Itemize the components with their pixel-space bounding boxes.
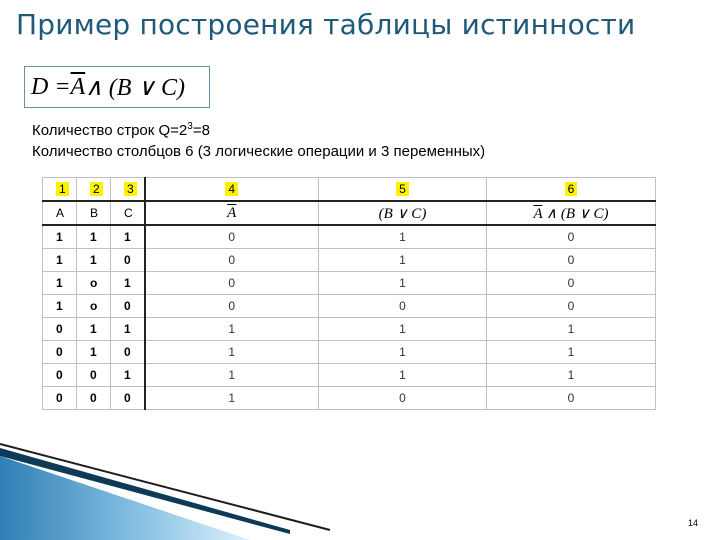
table-cell: 1	[111, 364, 145, 387]
table-cell: 0	[111, 341, 145, 364]
column-index-cell: 6	[487, 178, 656, 202]
column-index-cell: 1	[43, 178, 77, 202]
table-cell: 0	[43, 318, 77, 341]
table-cell: 0	[77, 387, 111, 410]
column-index-cell: 2	[77, 178, 111, 202]
table-cell: 1	[145, 387, 319, 410]
header-var-b: B	[77, 201, 111, 225]
blue-wedge-shape	[0, 456, 250, 540]
formula-lhs: D =	[31, 73, 71, 100]
table-cell: 1	[43, 295, 77, 318]
slide-title: Пример построения таблицы истинности	[16, 8, 636, 41]
table-cell: o	[77, 272, 111, 295]
table-cell: 1	[77, 341, 111, 364]
rows-count-exponent: 3	[187, 121, 193, 132]
table-cell: 0	[319, 387, 487, 410]
column-index-cell: 4	[145, 178, 319, 202]
table-cell: 0	[487, 387, 656, 410]
header-var-c: C	[111, 201, 145, 225]
table-cell: 0	[145, 295, 319, 318]
table-cell: 0	[487, 295, 656, 318]
table-cell: 1	[43, 272, 77, 295]
table-cell: 0	[145, 249, 319, 272]
table-cell: 1	[111, 272, 145, 295]
header-op-result: $\overline{A}$ ∧ (B ∨ C)	[487, 201, 656, 225]
table-cell: 0	[111, 249, 145, 272]
table-cell: 1	[319, 225, 487, 249]
rows-count-suffix: =8	[192, 122, 210, 139]
table-cell: 1	[319, 318, 487, 341]
table-cell: 1	[319, 364, 487, 387]
table-cell: 1	[77, 318, 111, 341]
page-number: 14	[687, 518, 698, 528]
formula-rest: ∧ (B ∨ C)	[85, 74, 185, 101]
table-cell: 1	[145, 318, 319, 341]
table-cell: 1	[43, 225, 77, 249]
table-cell: o	[77, 295, 111, 318]
table-cell: 1	[487, 318, 656, 341]
column-index-cell: 5	[319, 178, 487, 202]
table-cell: 0	[145, 272, 319, 295]
table-cell: 1	[319, 249, 487, 272]
formula-not-a: $\overline{A}$	[70, 73, 86, 100]
table-cell: 1	[43, 249, 77, 272]
table-cell: 0	[43, 341, 77, 364]
table-cell: 1	[111, 318, 145, 341]
column-index-cell: 3	[111, 178, 145, 202]
table-cell: 0	[319, 295, 487, 318]
table-cell: 0	[111, 387, 145, 410]
rows-count-prefix: Количество строк Q=2	[32, 122, 188, 139]
table-cell: 0	[487, 249, 656, 272]
table-cell: 1	[487, 364, 656, 387]
cols-count-line: Количество столбцов 6 (3 логические операции и 3 переменных)	[32, 143, 486, 160]
table-cell: 0	[111, 295, 145, 318]
table-cell: 0	[77, 364, 111, 387]
table-cell: 0	[487, 225, 656, 249]
table-cell: 0	[43, 364, 77, 387]
header-op-not-a: $\overline{A}$	[145, 201, 319, 225]
table-cell: 1	[77, 225, 111, 249]
table-cell: 1	[145, 341, 319, 364]
header-op-b-or-c: (B ∨ C)	[319, 201, 487, 225]
table-cell: 0	[145, 225, 319, 249]
table-cell: 1	[145, 364, 319, 387]
table-cell: 1	[111, 225, 145, 249]
table-cell: 0	[43, 387, 77, 410]
table-cell: 1	[319, 341, 487, 364]
table-cell: 0	[487, 272, 656, 295]
table-cell: 1	[319, 272, 487, 295]
table-cell: 1	[77, 249, 111, 272]
header-var-a: A	[43, 201, 77, 225]
table-cell: 1	[487, 341, 656, 364]
